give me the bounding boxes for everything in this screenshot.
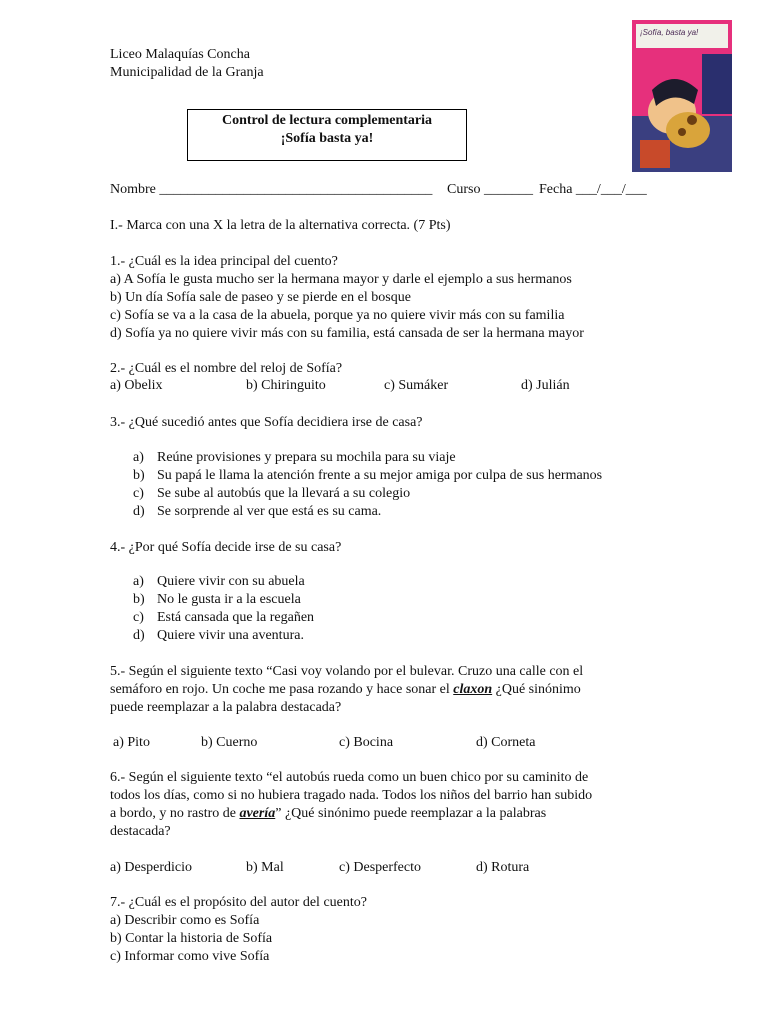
q7-option-a[interactable]: a) Describir como es Sofía (110, 913, 260, 928)
q4-option-d[interactable]: Quiere vivir una aventura. (157, 628, 304, 643)
q3-letter-d: d) (133, 504, 145, 519)
school-name: Liceo Malaquías Concha (110, 47, 250, 62)
q6-keyword: avería (239, 806, 276, 821)
q2-option-c[interactable]: c) Sumáker (384, 378, 449, 393)
q5-option-c[interactable]: c) Bocina (339, 735, 394, 750)
q6-text-before-keyword: a bordo, y no rastro de (110, 806, 240, 821)
q3-option-a[interactable]: Reúne provisiones y prepara su mochila para su viaje (157, 450, 456, 465)
q4-option-b[interactable]: No le gusta ir a la escuela (157, 592, 301, 607)
q4-letter-a: a) (133, 574, 144, 589)
q2-option-d[interactable]: d) Julián (521, 378, 570, 393)
title-box (187, 109, 467, 161)
question-1: 1.- ¿Cuál es la idea principal del cuento? (110, 254, 338, 269)
q1-option-a[interactable]: a) A Sofía le gusta mucho ser la hermana mayor y darle el ejemplo a sus hermanos (110, 272, 572, 287)
question-5-line-1: 5.- Según el siguiente texto “Casi voy volando por el bulevar. Cruzo una calle con el (110, 664, 584, 679)
q3-option-d[interactable]: Se sorprende al ver que está es su cama. (157, 504, 382, 519)
q6-text-after-keyword: ” ¿Qué sinónimo puede reemplazar a la palabras (275, 806, 547, 821)
q4-option-a[interactable]: Quiere vivir con su abuela (157, 574, 305, 589)
q4-option-c[interactable]: Está cansada que la regañen (157, 610, 315, 625)
question-6-line-4: destacada? (110, 824, 171, 839)
book-cover-illustration (632, 20, 732, 172)
q4-letter-d: d) (133, 628, 145, 643)
name-field[interactable]: Nombre _______________________________________ (110, 182, 433, 197)
title-line-2: ¡Sofía basta ya! (280, 131, 374, 146)
q6-option-d[interactable]: d) Rotura (476, 860, 530, 875)
question-6-line-3 (110, 805, 546, 823)
q1-option-c[interactable]: c) Sofía se va a la casa de la abuela, porque ya no quiere vivir más con su familia (110, 308, 565, 323)
q4-letter-b: b) (133, 592, 145, 607)
municipality-name: Municipalidad de la Granja (110, 65, 264, 80)
q5-option-a[interactable]: a) Pito (113, 735, 150, 750)
course-field[interactable]: Curso _______ (447, 182, 533, 197)
question-6-line-1: 6.- Según el siguiente texto “el autobús rueda como un buen chico por su caminito de (110, 770, 589, 785)
question-4: 4.- ¿Por qué Sofía decide irse de su casa? (110, 540, 342, 555)
q5-keyword: claxon (453, 682, 493, 697)
q5-text-before-keyword: semáforo en rojo. Un coche me pasa rozando y hace sonar el (110, 682, 454, 697)
title-line-1: Control de lectura complementaria (221, 113, 433, 128)
q3-letter-c: c) (133, 486, 144, 501)
q3-letter-b: b) (133, 468, 145, 483)
question-6-line-2: todos los días, como si no hubiera tragado nada. Todos los niños del barrio han subido (110, 788, 593, 803)
question-5-line-3: puede reemplazar a la palabra destacada? (110, 700, 342, 715)
q7-option-c[interactable]: c) Informar como vive Sofía (110, 949, 270, 964)
question-2: 2.- ¿Cuál es el nombre del reloj de Sofía? (110, 361, 343, 376)
book-cover-image (632, 20, 732, 172)
q6-option-a[interactable]: a) Desperdicio (110, 860, 193, 875)
q4-letter-c: c) (133, 610, 144, 625)
q2-option-b[interactable]: b) Chiringuito (246, 378, 326, 393)
q3-option-c[interactable]: Se sube al autobús que la llevará a su colegio (157, 486, 411, 501)
q6-option-c[interactable]: c) Desperfecto (339, 860, 422, 875)
question-3: 3.- ¿Qué sucedió antes que Sofía decidiera irse de casa? (110, 415, 423, 430)
question-7: 7.- ¿Cuál es el propósito del autor del cuento? (110, 895, 367, 910)
q3-option-b[interactable]: Su papá le llama la atención frente a su mejor amiga por culpa de sus hermanos (157, 468, 603, 483)
q7-option-b[interactable]: b) Contar la historia de Sofía (110, 931, 273, 946)
q1-option-b[interactable]: b) Un día Sofía sale de paseo y se pierde en el bosque (110, 290, 411, 305)
section-instruction: I.- Marca con una X la letra de la alternativa correcta. (7 Pts) (110, 218, 451, 233)
date-field[interactable]: Fecha ___/___/___ (539, 182, 647, 197)
q1-option-d[interactable]: d) Sofía ya no quiere vivir más con su familia, está cansada de ser la hermana mayor (110, 326, 584, 341)
q5-text-after-keyword: ¿Qué sinónimo (492, 682, 581, 697)
q5-option-d[interactable]: d) Corneta (476, 735, 536, 750)
book-cover-title: ¡Sofía, basta ya! (640, 28, 699, 37)
q2-option-a[interactable]: a) Obelix (110, 378, 163, 393)
q6-option-b[interactable]: b) Mal (246, 860, 284, 875)
q5-option-b[interactable]: b) Cuerno (201, 735, 258, 750)
question-5-line-2 (110, 681, 581, 699)
q3-letter-a: a) (133, 450, 144, 465)
